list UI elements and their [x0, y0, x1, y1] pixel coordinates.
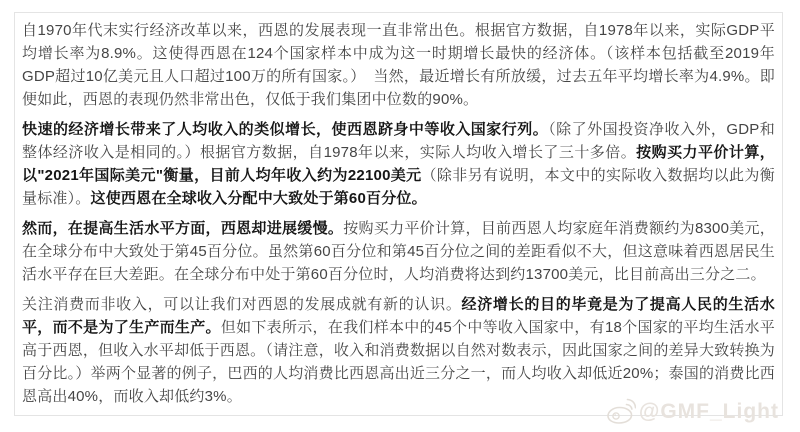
paragraph: [22, 217, 775, 286]
weibo-logo-icon: [606, 398, 636, 425]
paragraph: [22, 293, 775, 408]
text-segment: 关注消费而非收入，可以让我们对西恩的发展成就有新的认识。: [22, 296, 462, 313]
text-segment: 自1970年代末实行经济改革以来，西恩的发展表现一直非常出色。根据官方数据，自1978年以来，实际GDP平均增长率为8.9%。这使得西恩在124个国家样本中成为这一时期增长最快的经济体。（该样本包括截至2019年GDP超过10亿美元且人口超过100万的所有国家。） 当然，最近增长有所放缓，过去五年平均增长率为4.9%。即便如此，西恩的表现仍然非常出色，仅低于我们集团中位数的90%。: [22, 22, 775, 108]
bold-text-segment: 经济增长的目的毕竟是为了提高人民的生活水平，而不是为了生产而生产。: [22, 296, 775, 336]
text-segment: （除非另有说明，本文中的实际收入数据均以此为衡量标准）。: [22, 167, 775, 207]
watermark-handle: @GMF_Light: [638, 399, 779, 423]
article-text: [22, 19, 775, 408]
text-segment: （除了外国投资净收入外，GDP和整体经济收入是相同的。）根据官方数据，自1978年以来，实际人均收入增长了三十多倍。: [22, 121, 775, 161]
text-segment: 按购买力平价计算，目前西恩人均家庭年消费额约为8300美元，在全球分布中大致处于第45百分位。虽然第60百分位和第45百分位之间的差距看似不大，但这意味着西恩居民生活水平存在巨大差距。在全球分布中处于第60百分位时，人均消费将达到约13700美元，比目前高出三分之二。: [22, 220, 776, 283]
bold-text-segment: 这使西恩在全球收入分配中大致处于第60百分位。: [90, 190, 427, 207]
bold-text-segment: 按购买力平价计算，以"2021年国际美元"衡量，目前人均年收入约为22100美元: [22, 144, 775, 184]
paragraph: [22, 118, 775, 210]
bold-text-segment: 快速的经济增长带来了人均收入的类似增长，使西恩跻身中等收入国家行列。: [22, 121, 549, 138]
bold-text-segment: 然而，在提高生活水平方面，西恩却进展缓慢。: [22, 220, 344, 237]
article-card: [14, 12, 783, 416]
text-segment: 但如下表所示，在我们样本中的45个中等收入国家中，有18个国家的平均生活水平高于西恩，但收入水平却低于西恩。（请注意，收入和消费数据以自然对数表示，因此国家之间的差异大致转换为百分比。）举两个显著的例子，巴西的人均消费比西恩高出近三分之一，而人均收入却低近20%；泰国的消费比西恩高出40%，而收入却低约3%。: [22, 319, 775, 405]
watermark: [606, 398, 779, 425]
paragraph: [22, 19, 775, 111]
